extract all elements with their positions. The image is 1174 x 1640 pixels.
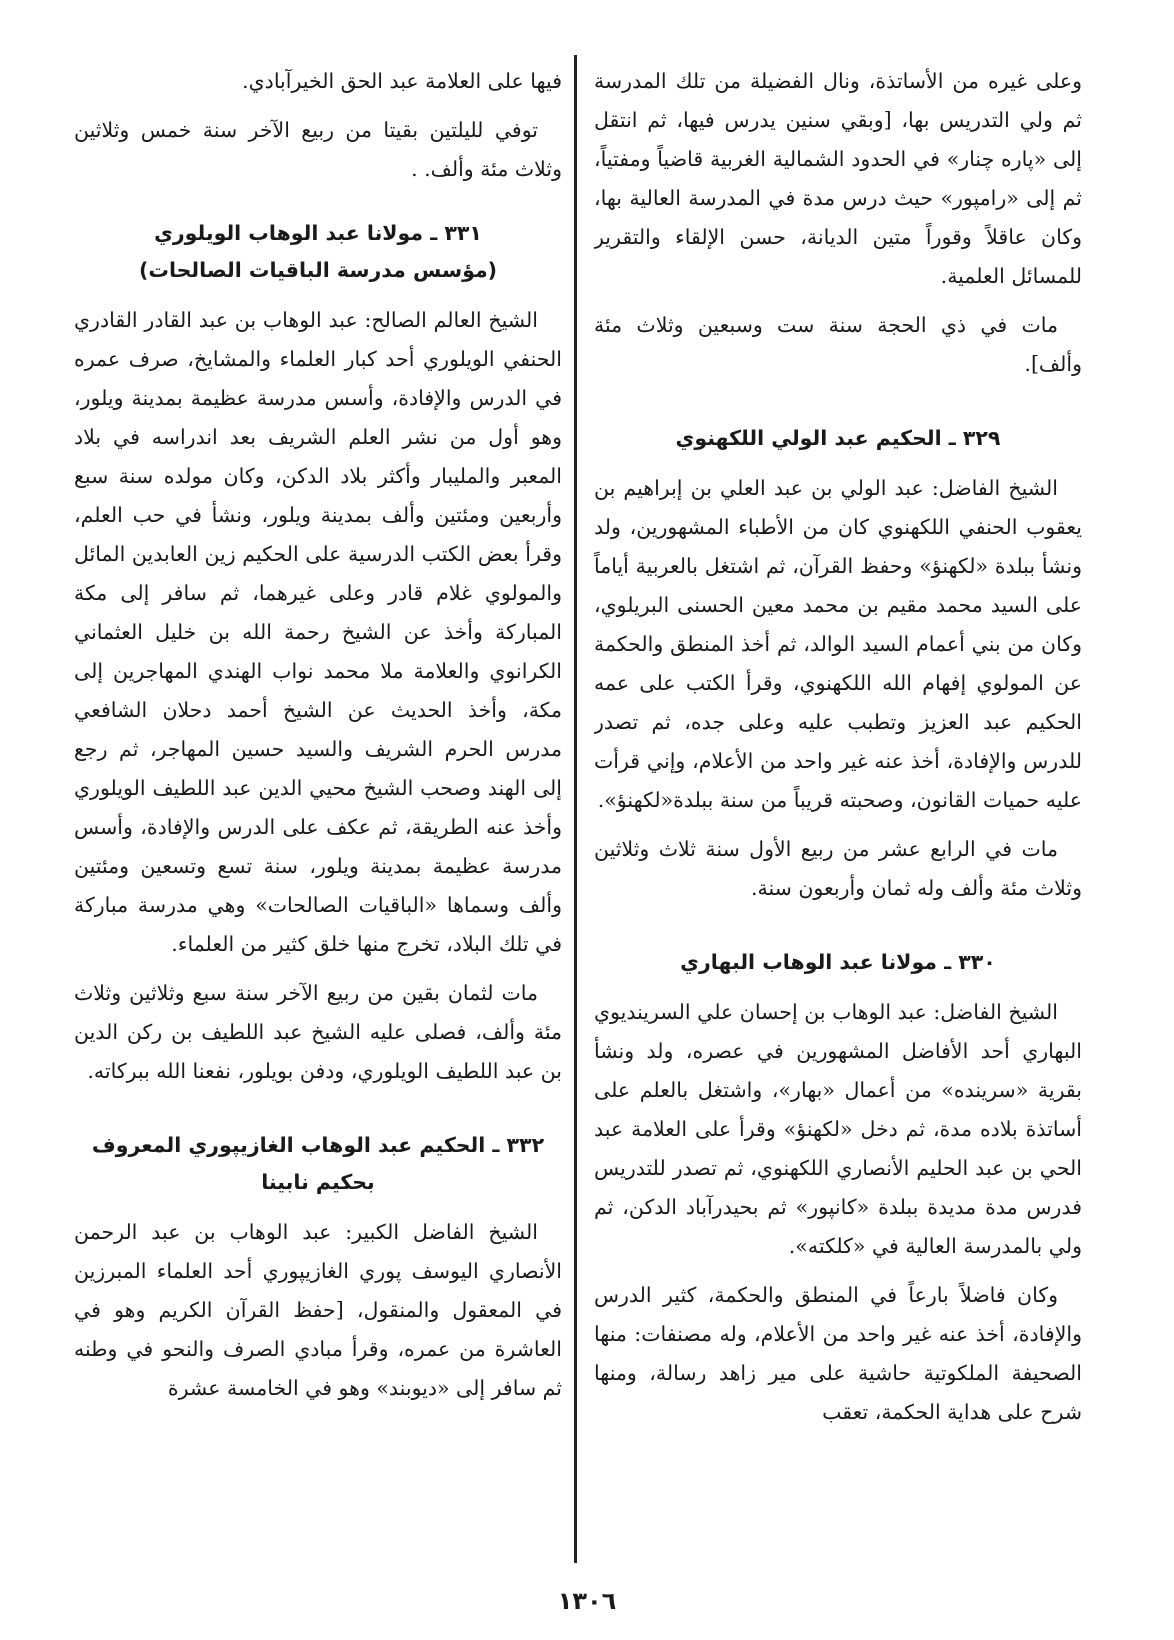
paragraph-death-note: مات في ذي الحجة سنة ست وسبعين وثلاث مئة وألف]. [594,313,1082,376]
entry-332-biography: الشيخ الفاضل الكبير: عبد الوهاب بن عبد الرحمن الأنصاري اليوسف پوري الغازيپوري أحد العلماء المبرزين في المعقول والمنقول، [حفظ القرآن الكريم وهو في العاشرة من عمره، وقرأ مبادي الصرف والنحو في وطنه ثم سافر إلى «ديوبند» وهو في الخامسة عشرة [74,1220,562,1400]
entry-heading-329: ٣٢٩ ـ الحكيم عبد الولي اللكهنوي [675,426,1001,450]
entry-331-death: مات لثمان بقين من ربيع الآخر سنة سبع وثلاثين وثلاث مئة وألف، فصلى عليه الشيخ عبد اللطيف بن ركن الدين بن عبد اللطيف الويلوري، ودفن بويلور، نفعنا الله ببركاته. [74,981,562,1083]
entry-329-biography: الشيخ الفاضل: عبد الولي بن عبد العلي بن إبراهيم بن يعقوب الحنفي اللكهنوي كان من الأطباء المشهورين، ولد ونشأ ببلدة «لكهنؤ» وحفظ القرآن، ثم اشتغل بالعربية أياماً على السيد محمد مقيم بن محمد معين الحسنى البريلوي، وكان من بني أعمام السيد الوالد، ثم أخذ المنطق والحكمة عن المولوي إفهام الله اللكهنوي، وقرأ الكتب على عمه الحكيم عبد العزيز وتطبب عليه وعلى جده، ثم تصدر للدرس والإفادة، أخذ عنه غير واحد من الأعلام، وإني قرأت عليه حميات القانون، وصحبته قريباً من سنة ببلدة«لكهنؤ». [594,476,1082,812]
paragraph-continuation: وعلى غيره من الأساتذة، ونال الفضيلة من تلك المدرسة ثم ولي التدريس بها، [وبقي سنين يدرس فيها، ثم انتقل إلى «پاره چنار» في الحدود الشمالية الغربية قاضياً ومفتياً، ثم إلى «رامپور» حيث درس مدة في المدرسة العالية بها، وكان عاقلاً وقوراً متين الديانة، حسن الإلقاء والتقرير للمسائل العلمية. [594,69,1082,288]
entry-heading-331-title: ٣٣١ ـ مولانا عبد الوهاب الويلوري [154,221,482,245]
paragraph-continuation-left: فيها على العلامة عبد الحق الخيرآبادي. [242,69,562,93]
entry-heading-331 [74,215,562,289]
entry-heading-331-subtitle: (مؤسس مدرسة الباقيات الصالحات) [138,258,498,282]
entry-heading-332-title: ٣٣٢ ـ الحكيم عبد الوهاب الغازيپوري المعروف [91,1133,545,1157]
entry-330-works: وكان فاضلاً بارعاً في المنطق والحكمة، كثير الدرس والإفادة، أخذ عنه غير واحد من الأعلام، وله مصنفات: منها الصحيفة الملكوتية حاشية على مير زاهد رسالة، ومنها شرح على هداية الحكمة، تعقب [594,1283,1082,1424]
entry-heading-330: ٣٣٠ ـ مولانا عبد الوهاب البهاري [680,950,996,974]
column-divider [574,55,577,1563]
page-number: ١٣٠٦ [557,1587,617,1615]
entry-331-biography: الشيخ العالم الصالح: عبد الوهاب بن عبد القادر القادري الحنفي الويلوري أحد كبار العلماء والمشايخ، صرف عمره في الدرس والإفادة، وأسس مدرسة عظيمة بمدينة ويلور، وهو أول من نشر العلم الشريف بعد اندراسه في بلاد المعبر والمليبار وأكثر بلاد الدكن، وكان مولده سنة سبع وأربعين ومئتين وألف بمدينة ويلور، ونشأ في حب العلم، وقرأ بعض الكتب الدرسية على الحكيم زين العابدين المائل والمولوي غلام قادر وعلى غيرهما، ثم سافر إلى مكة المباركة وأخذ عن الشيخ رحمة الله بن خليل العثماني الكرانوي والعلامة ملا محمد نواب الهندي المهاجرين إلى مكة، وأخذ الحديث عن الشيخ أحمد دحلان الشافعي مدرس الحرم الشريف والسيد حسين المهاجر، ثم رجع إلى الهند وصحب الشيخ محيي الدين عبد اللطيف الويلوري وأخذ عنه الطريقة، ثم عكف على الدرس والإفادة، وأسس مدرسة عظيمة بمدينة ويلور، سنة تسع وتسعين ومئتين وألف وسماها «الباقيات الصالحات» وهي مدرسة مباركة في تلك البلاد، تخرج منها خلق كثير من العلماء. [74,308,562,956]
left-column [74,62,562,1562]
entry-heading-332 [74,1127,562,1201]
entry-329-death: مات في الرابع عشر من ربيع الأول سنة ثلاث وثلاثين وثلاث مئة وألف وله ثمان وأربعون سنة. [594,837,1082,900]
entry-heading-332-subtitle: بحكيم نابينا [261,1170,375,1194]
entry-330-death: توفي لليلتين بقيتا من ربيع الآخر سنة خمس وثلاثين وثلاث مئة وألف. . [74,118,562,181]
entry-330-biography: الشيخ الفاضل: عبد الوهاب بن إحسان علي السرينديوي البهاري أحد الأفاضل المشهورين في عصره، ولد ونشأ بقرية «سرينده» من أعمال «بهار»، واشتغل بالعلم على أساتذة بلاده مدة، ثم دخل «لكهنؤ» وقرأ على العلامة عبد الحي بن عبد الحليم الأنصاري اللكهنوي، ثم تصدر للتدريس فدرس مدة مديدة ببلدة «كانپور» ثم بحيدرآباد الدكن، ثم ولي بالمدرسة العالية في «كلكته». [594,1000,1082,1258]
right-column [594,62,1082,1562]
